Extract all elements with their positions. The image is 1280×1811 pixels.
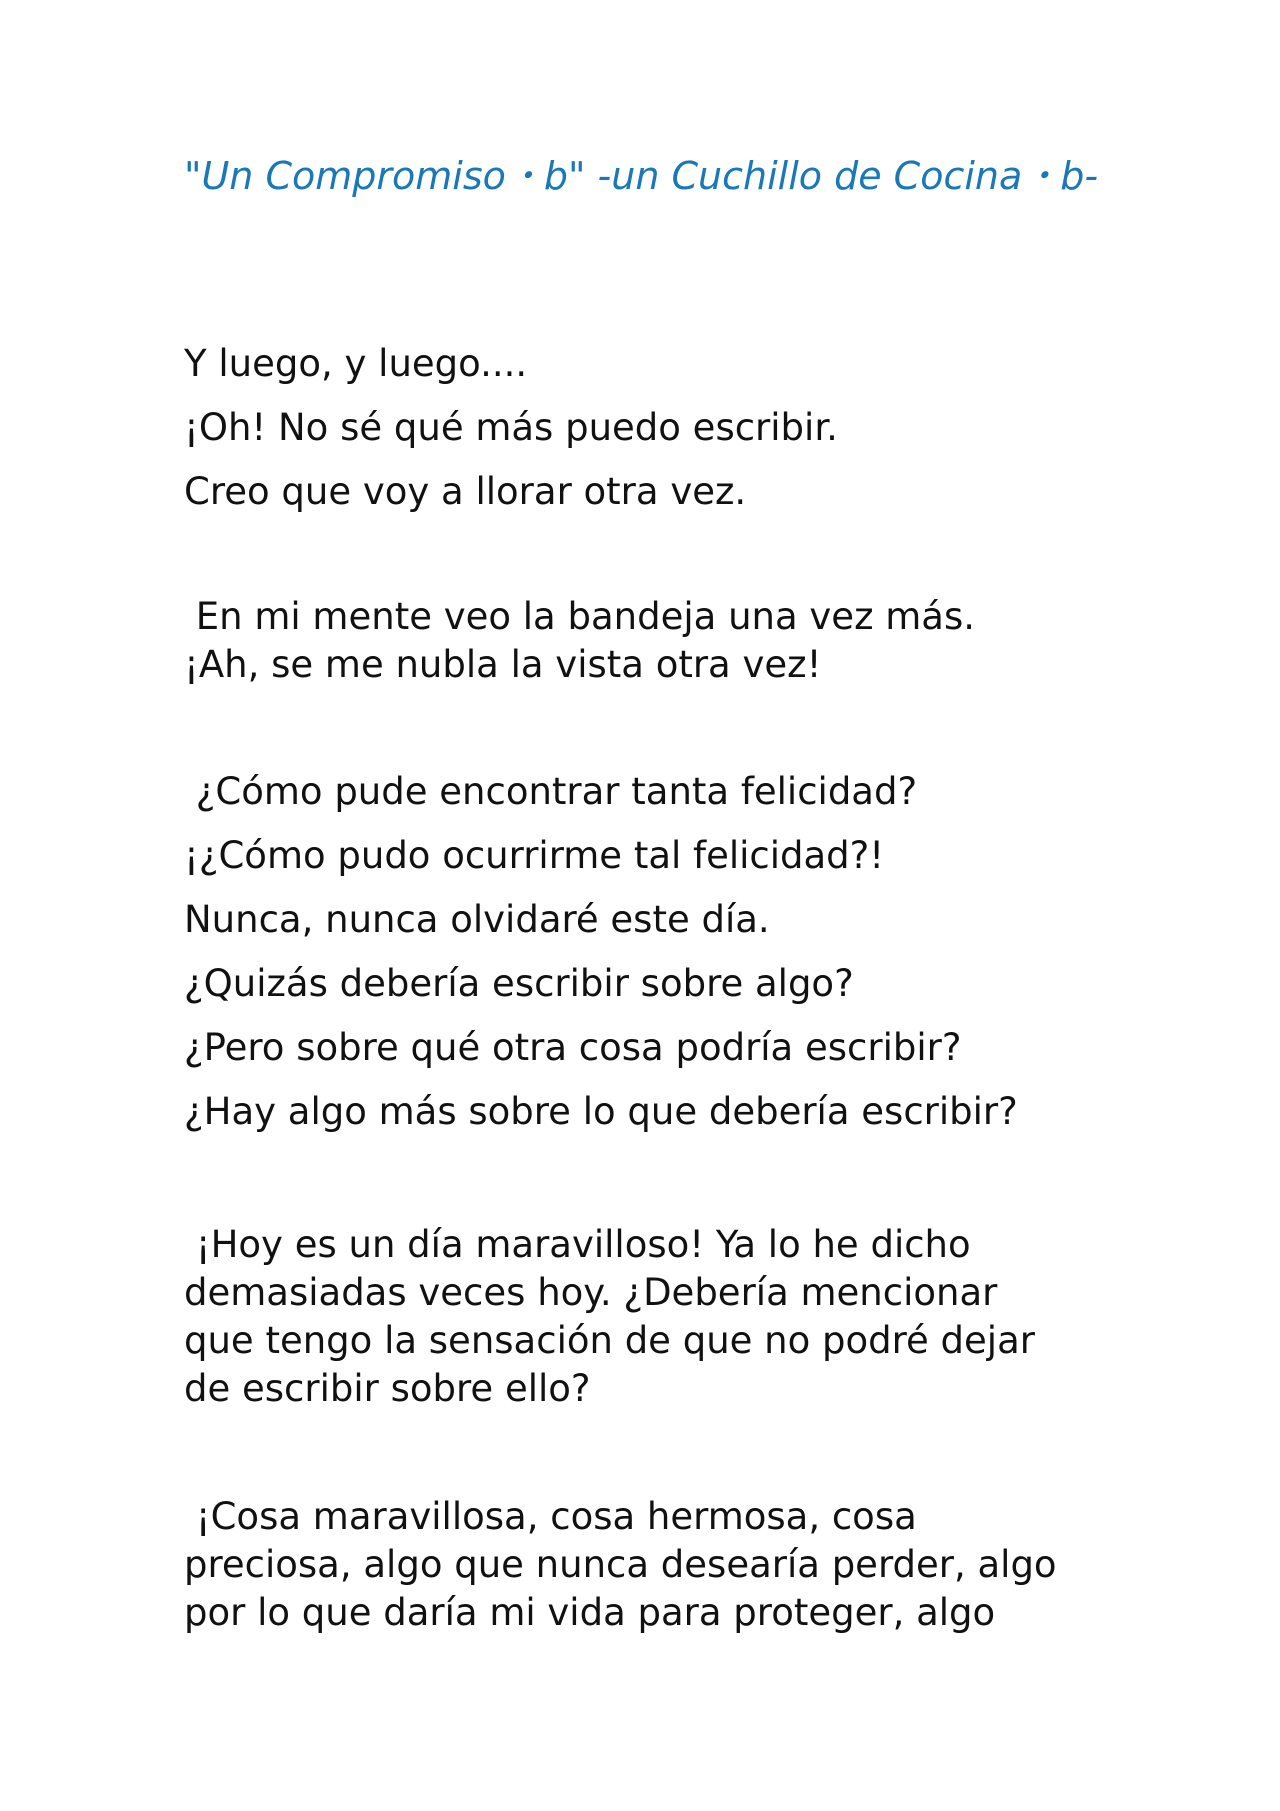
text-line: por lo que daría mi vida para proteger, algo — [184, 1591, 996, 1634]
text-line: ¿Hay algo más sobre lo que debería escribir? — [184, 1090, 1018, 1133]
document-title: "Un Compromiso・b" -un Cuchillo de Cocina・b- — [184, 154, 1099, 198]
text-line: que tengo la sensación de que no podré dejar — [184, 1319, 1035, 1362]
text-line: Y luego, y luego.... — [184, 342, 528, 385]
paragraph-1 — [184, 332, 1104, 524]
text-line: ¡Cosa maravillosa, cosa hermosa, cosa — [184, 1495, 917, 1538]
text-line: preciosa, algo que nunca desearía perder, algo — [184, 1543, 1057, 1586]
text-line: ¡Hoy es un día maravilloso! Ya lo he dicho — [184, 1223, 971, 1266]
paragraph-5 — [184, 1493, 1104, 1637]
text-line: demasiadas veces hoy. ¿Debería mencionar — [184, 1271, 998, 1314]
text-line: Nunca, nunca olvidaré este día. — [184, 898, 770, 941]
text-line: ¡¿Cómo pudo ocurrirme tal felicidad?! — [184, 834, 885, 877]
text-line: ¿Cómo pude encontrar tanta felicidad? — [184, 770, 918, 813]
paragraph-3 — [184, 760, 1104, 1144]
paragraph-4 — [184, 1221, 1104, 1413]
text-line: ¡Ah, se me nubla la vista otra vez! — [184, 643, 822, 686]
text-line: ¿Pero sobre qué otra cosa podría escribir? — [184, 1026, 962, 1069]
text-line: En mi mente veo la bandeja una vez más. — [184, 595, 976, 638]
text-line: ¡Oh! No sé qué más puedo escribir. — [184, 406, 838, 449]
text-line: Creo que voy a llorar otra vez. — [184, 470, 747, 513]
text-line: ¿Quizás debería escribir sobre algo? — [184, 962, 854, 1005]
text-line: de escribir sobre ello? — [184, 1367, 591, 1410]
paragraph-2 — [184, 593, 1104, 689]
